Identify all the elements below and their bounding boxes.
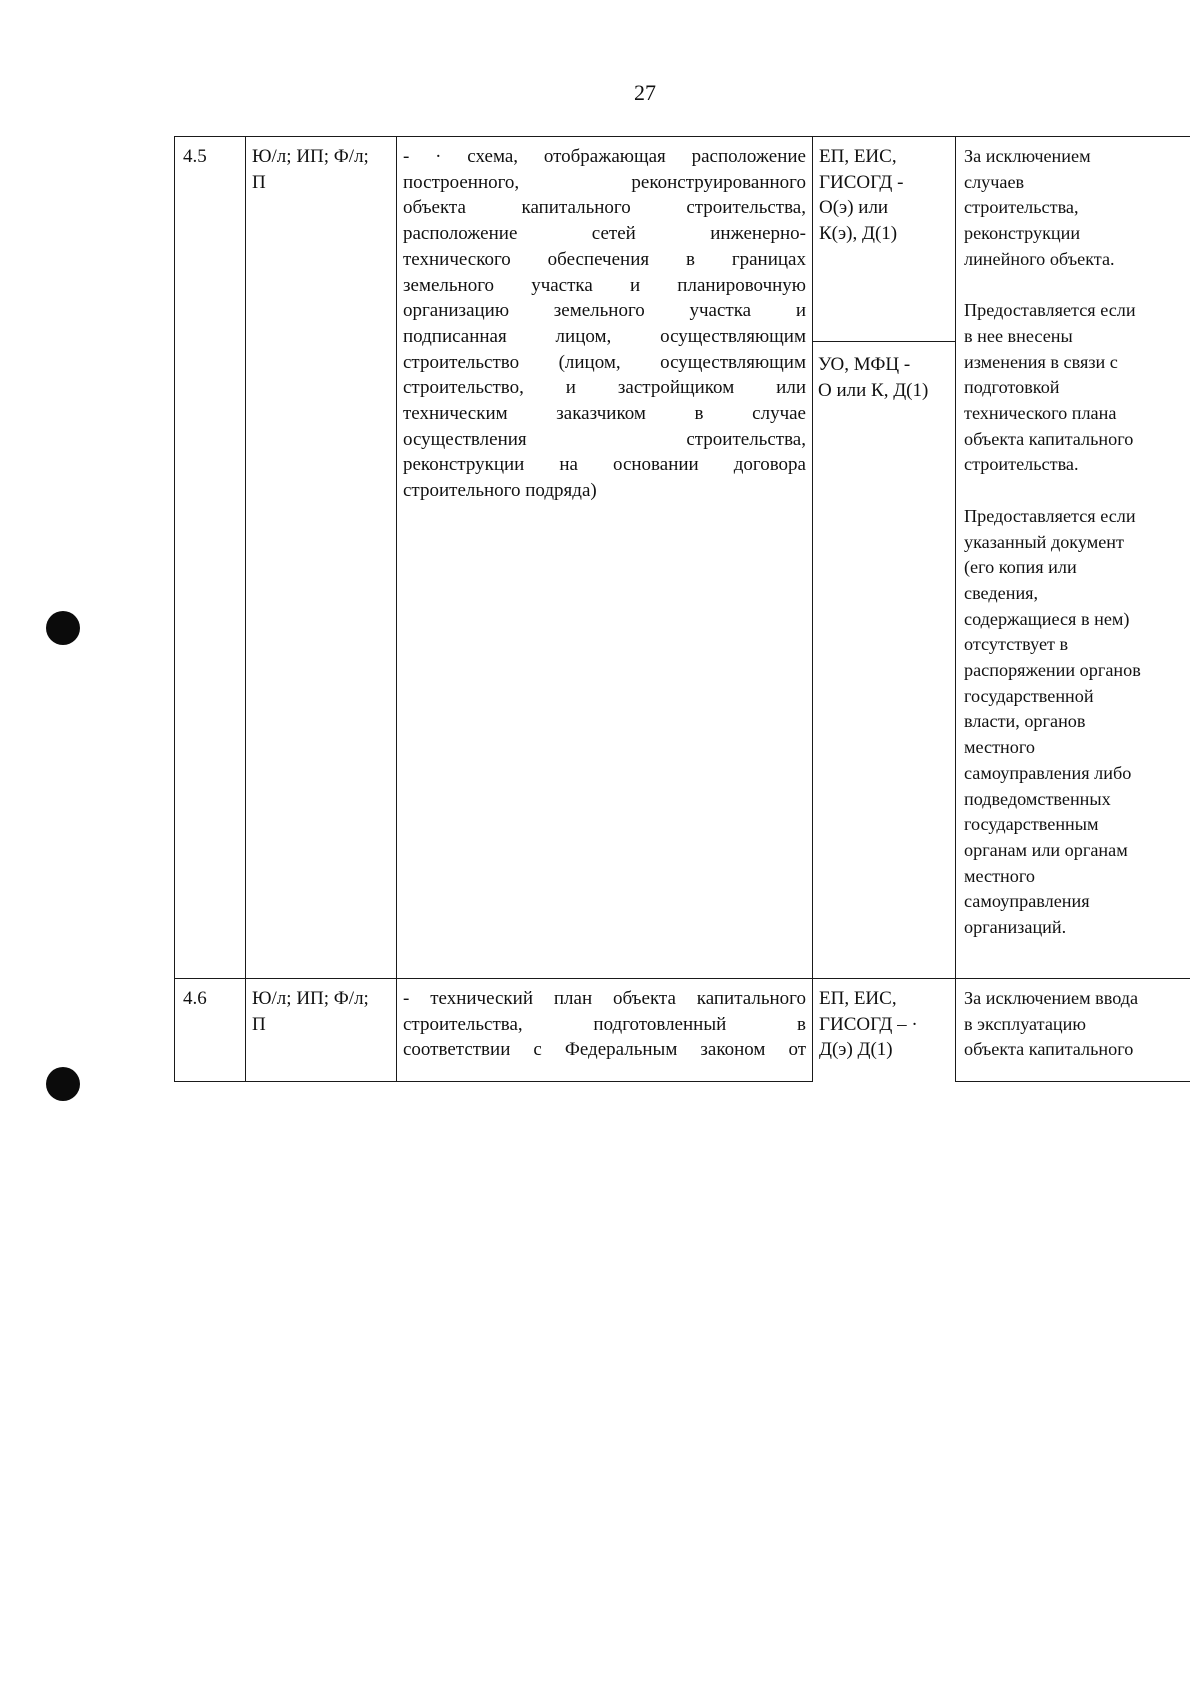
submission-line: ЕП, ЕИС, [819,146,897,167]
submission-method-cell [812,978,956,1082]
note-line: случаев [964,171,1025,192]
punch-hole-mark [46,1067,80,1101]
row-number-cell: 4.6 [174,978,246,1082]
description-line: строительство (лицом, осуществляющим [403,351,806,373]
submission-method-alt [818,352,928,403]
document-description-cell [396,136,813,979]
description-line: - · схема, отображающая расположение [403,146,806,167]
notes-cell [955,136,1190,979]
note-line: в эксплуатацию [964,1013,1086,1034]
note-line: подготовкой [964,377,1060,398]
submission-line: ГИСОГД – · [819,1013,918,1035]
note-line: линейного объекта. [964,248,1115,269]
note-line: содержащиеся в нем) [964,608,1130,629]
note-line: указанный документ [964,531,1124,552]
note-line: государственным [964,814,1099,835]
note-line: местного [964,737,1035,758]
note-line: строительства, [964,197,1079,218]
applicant-line: Ю/л; ИП; Ф/л; [252,988,369,1009]
description-line: объекта капитального строительства, [403,197,806,219]
note-line: За исключением ввода [964,988,1139,1008]
note-line: объекта капитального [964,1039,1134,1060]
description-line: построенного, реконструированного [403,171,806,193]
applicant-line: П [252,171,266,193]
page-number: 27 [634,80,656,105]
description-line: соответствии с Федеральным законом от [403,1039,806,1061]
note-line: организаций. [964,917,1067,938]
submission-line: ЕП, ЕИС, [819,988,897,1009]
note-line: объекта капитального [964,428,1134,449]
note-line: местного [964,865,1035,886]
document-description-cell [396,978,813,1082]
description-line: - технический план объекта капитального [403,988,806,1009]
applicant-cell [245,978,397,1082]
submission-line: ГИСОГД - [819,171,904,193]
note-line: власти, органов [964,711,1086,732]
note-line: в нее внесены [964,325,1073,346]
description-line: техническим заказчиком в случае [403,403,806,425]
submission-line: О(э) или [819,197,889,219]
submission-line: УО, МФЦ - [818,354,911,375]
note-line: Предоставляется если [964,505,1136,526]
applicant-line: Ю/л; ИП; Ф/л; [252,146,369,167]
note-line: За исключением [964,146,1091,166]
note-line: самоуправления [964,891,1090,912]
note-line: технического плана [964,403,1117,424]
submission-method-cell [812,136,956,979]
description-line: строительство, и застройщиком или [403,377,806,399]
description-line: организацию земельного участка и [403,300,806,322]
description-line: реконструкции на основании договора [403,454,806,476]
notes-cell [955,978,1190,1082]
note-line: (его копия или [964,557,1077,578]
applicant-line: П [252,1013,266,1035]
note-line: строительства. [964,454,1079,475]
note-line: органам или органам [964,839,1128,860]
note-line: распоряжении органов [964,660,1141,681]
note-line: Предоставляется если [964,300,1136,321]
note-line: государственной [964,685,1094,706]
note-line: реконструкции [964,223,1081,244]
note-line: самоуправления либо [964,762,1132,783]
submission-line: К(э), Д(1) [819,223,898,245]
description-line: строительного подряда) [403,480,597,502]
description-line: технического обеспечения в границах [403,248,806,270]
submission-method-divider [812,341,956,342]
description-line: подписанная лицом, осуществляющим [403,325,806,347]
submission-line: Д(э) Д(1) [819,1039,893,1061]
note-line: подведомственных [964,788,1111,809]
note-line: изменения в связи с [964,351,1118,372]
row-number-cell: 4.5 [174,136,246,979]
description-line: расположение сетей инженерно- [403,223,806,245]
note-line: сведения, [964,582,1039,603]
punch-hole-mark [46,611,80,645]
applicant-cell [245,136,397,979]
submission-line: О или К, Д(1) [818,379,929,401]
note-line: отсутствует в [964,634,1069,655]
description-line: земельного участка и планировочную [403,274,806,296]
description-line: осуществления строительства, [403,428,806,450]
description-line: строительства, подготовленный в [403,1013,806,1035]
